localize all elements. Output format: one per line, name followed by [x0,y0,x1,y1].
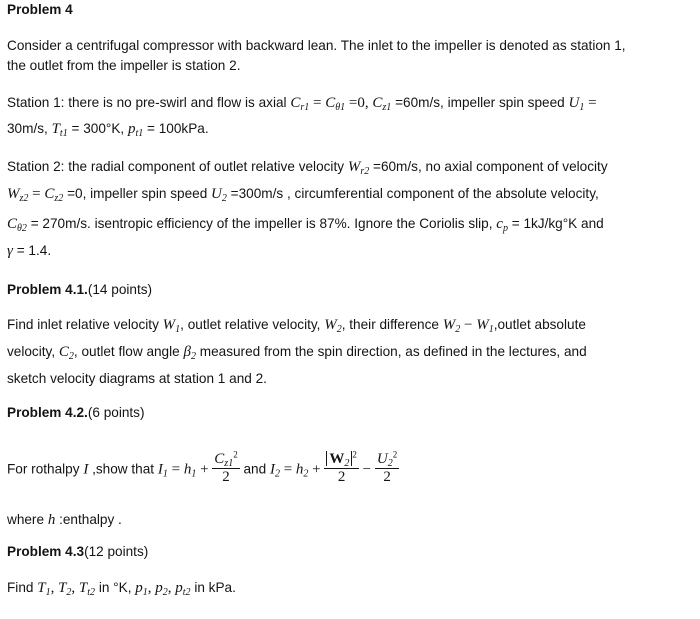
station1-line-2: 30m/s, $T_{t1} = 300^\circ K$, $p_{t1} = 100kPa$. [7,121,209,139]
fraction-u2: $\frac{U_2^2}{2}$ [376,449,398,485]
rothalpy-equation-line: For rothalpy I ,show that $I_1 = h_1$ + $\frac{C_{z1}^2}{2}$ and $I_2 = h_2$ + $\frac{W_2^2}{2}$ − $\frac{U_2^2}{2}$ [7,449,398,485]
problem-4-1-line-2: velocity, $C_2$, outlet flow angle $\beta_2$ measured from the spin direction, as defined in the lectures, and [7,344,587,362]
station2-line-4: γ = 1.4. [7,243,52,259]
station2-line-1: Station 2: the radial component of outlet relative velocity $W_{r2} =60m/s$, no axial component of velocity [7,159,608,177]
fraction-cz1: $\frac{C_{z1}^2}{2}$ [214,449,238,485]
problem-4-3-heading: Problem 4.3(12 points) [7,544,149,559]
enthalpy-definition: where h :enthalpy . [7,512,122,528]
station2-line-3: $C_{\theta 2} = 270m/s$. isentropic efficiency of the impeller is 87%. Ignore the Coriolis slip, $c_p = 1kJ/kg^\circ K$ and [7,216,604,234]
station2-line-2: $W_{z2} = C_{z2} =0$, impeller spin speed $U_2 =300m/s$ , circumferential component of the absolute velocity, [7,186,599,204]
fraction-w2: $\frac{W_2^2}{2}$ [324,450,359,486]
problem-4-1-line-1: Find inlet relative velocity $W_1$, outlet relative velocity, $W_2$, their difference $W_2$ − $W_1,outlet$ absolute [7,317,586,335]
intro-line-2: the outlet from the impeller is station 2. [7,58,241,73]
intro-line-1: Consider a centrifugal compressor with backward lean. The inlet to the impeller is denoted as station 1, [7,38,626,53]
problem-title: Problem 4 [7,2,73,17]
problem-4-3-line: Find $T_1$, $T_2$, $T_{t2}$ in °K, $p_1$, $p_2$, $p_{t2}$ in kPa. [7,580,236,598]
problem-4-2-heading: Problem 4.2.(6 points) [7,405,145,420]
station1-line-1: Station 1: there is no pre-swirl and flow is axial $C_{r1} = C_{\theta 1} =0$, $C_{z1} =60m/s$, impeller spin speed $U_1$ = [7,95,597,113]
problem-4-1-line-3: sketch velocity diagrams at station 1 and 2. [7,371,267,386]
problem-4-1-heading: Problem 4.1.(14 points) [7,282,153,297]
